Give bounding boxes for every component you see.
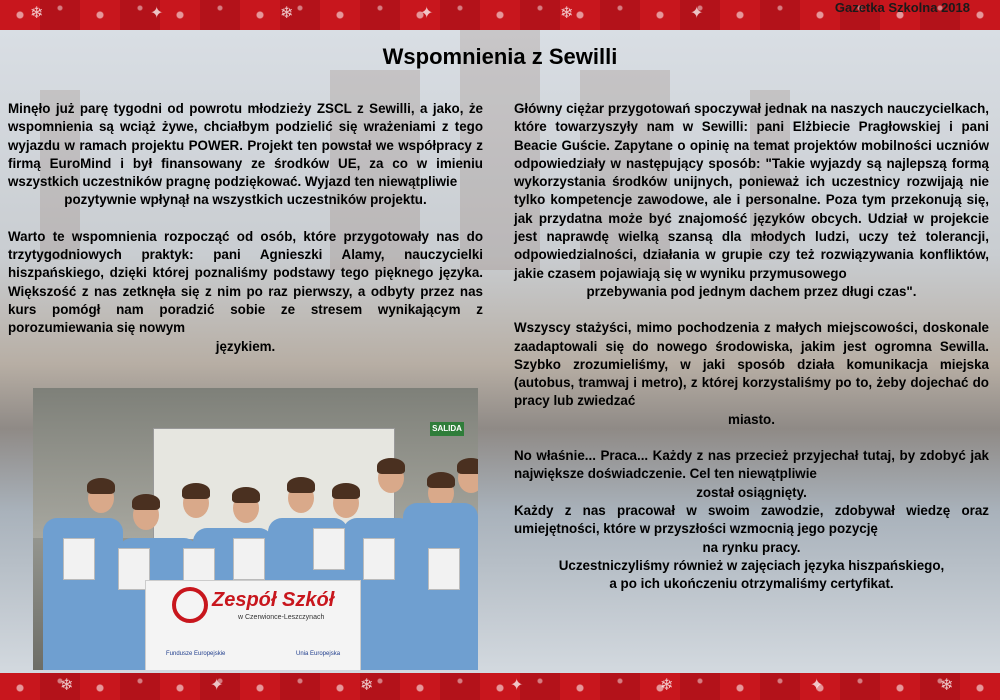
paragraph-teachers-end: językiem.	[215, 338, 276, 354]
star-icon: ✦	[690, 5, 704, 22]
banner-school-location: w Czerwionce-Leszczynach	[238, 614, 325, 621]
paragraph-skills-end: na rynku pracy.	[702, 539, 801, 555]
christmas-border-top	[0, 0, 1000, 30]
school-logo	[172, 587, 208, 623]
snowflake-icon: ❄	[360, 677, 374, 694]
right-column	[514, 100, 989, 593]
paragraph-language: Uczestniczyliśmy również w zajęciach języka hiszpańskiego,	[558, 557, 945, 573]
article-title: Wspomnienia z Sewilli	[382, 44, 618, 69]
paragraph-intro: Minęło już parę tygodni od powrotu młodzieży ZSCL z Sewilli, a jako, że wspomnienia są wciąż żywe, chciałbym podzielić się wrażeniami z tego wyjazdu w ramach projektu POWER. Projekt ten powstał we współpracy z firmą EuroMind i był finansowany ze środków UE, za co w imieniu wszystkich uczestników pragnę podziękować. Wyjazd ten niewątpliwie	[8, 101, 483, 190]
star-icon: ✦	[210, 677, 224, 694]
newsletter-tag: Gazetka Szkolna 2018	[834, 0, 970, 15]
paragraph-guardians-end: przebywania pod jednym dachem przez długi czas".	[586, 283, 917, 299]
paragraph-teachers: Warto te wspomnienia rozpocząć od osób, które przygotowały nas do trzytygodniowych praktyk: pani Agnieszki Alamy, nauczycielki hiszpańskiego, dzięki której poznaliśmy podstawy tego pięknego języka. Większość z nas zetknęła się z nim po raz pierwszy, a odbyty przez nas kurs pomógł nam poradzić sobie ze stresem wynikającym z porozumiewania się nowym	[8, 228, 483, 336]
paragraph-skills: Każdy z nas pracował w swoim zawodzie, zdobywał wiedzę oraz umiejętności, które w przyszłości wzmocnią jego pozycję	[514, 502, 989, 537]
snowflake-icon: ❄	[30, 5, 44, 22]
school-banner	[145, 580, 361, 670]
snowflake-icon: ❄	[60, 677, 74, 694]
exit-sign: SALIDA	[430, 422, 464, 436]
christmas-border-bottom	[0, 673, 1000, 700]
snowflake-icon: ❄	[940, 677, 954, 694]
star-icon: ✦	[150, 5, 164, 22]
paragraph-work-end: został osiągnięty.	[696, 484, 807, 500]
paragraph-work: No właśnie... Praca... Każdy z nas przecież przyjechał tutaj, by zdobyć jak największe doświadczenie. Cel ten niewątpliwie	[514, 448, 989, 482]
snowflake-icon: ❄	[560, 5, 574, 22]
banner-eu-union: Unia Europejska	[296, 651, 341, 657]
star-icon: ✦	[420, 5, 434, 22]
star-icon: ✦	[810, 677, 824, 694]
paragraph-city: Wszyscy stażyści, mimo pochodzenia z małych miejscowości, doskonale zaadaptowali się do nowego środowiska, jakim jest ogromna Sewilla. Szybko zrozumieliśmy, w jaki sposób działa komunikacja miejska (autobus, tramwaj i metro), z której korzystaliśmy po to, żeby dojechać do pracy lub zwiedzać	[514, 320, 989, 409]
banner-eu-funds: Fundusze Europejskie	[166, 651, 226, 657]
snowflake-icon: ❄	[280, 5, 294, 22]
star-icon: ✦	[510, 677, 524, 694]
banner-school-name: Zespół Szkół	[212, 589, 335, 611]
paragraph-guardians: Główny ciężar przygotowań spoczywał jednak na naszych nauczycielkach, które towarzyszyły nam w Sewilli: pani Elżbiecie Pragłowskiej i pani Beacie Guście. Zapytane o opinię na temat projektów mobilności uczniów odpowiedziały w następujący sposób: "Takie wyjazdy są najlepszą formą wykorzystania środków unijnych, ponieważ ich uczestnicy rozwijają nie tylko kompetencje zawodowe, ale i personalne. Poza tym przekonują się, jak przydatna może być znajomość języków obcych. Udział w projekcie jest naprawdę wielką szansą dla młodych ludzi, uczy też tolerancji, odpowiedzialności, działania w grupie czy też rozwiązywania konfliktów, jakie czasem pojawiają się w wyniku przymusowego	[514, 101, 989, 281]
left-column	[8, 100, 483, 374]
paragraph-intro-end: pozytywnie wpłynął na wszystkich uczestników projektu.	[64, 192, 427, 208]
paragraph-city-end: miasto.	[728, 411, 775, 427]
group-photo	[33, 388, 478, 670]
paragraph-certificate: a po ich ukończeniu otrzymaliśmy certyfikat.	[609, 576, 894, 592]
snowflake-icon: ❄	[660, 677, 674, 694]
